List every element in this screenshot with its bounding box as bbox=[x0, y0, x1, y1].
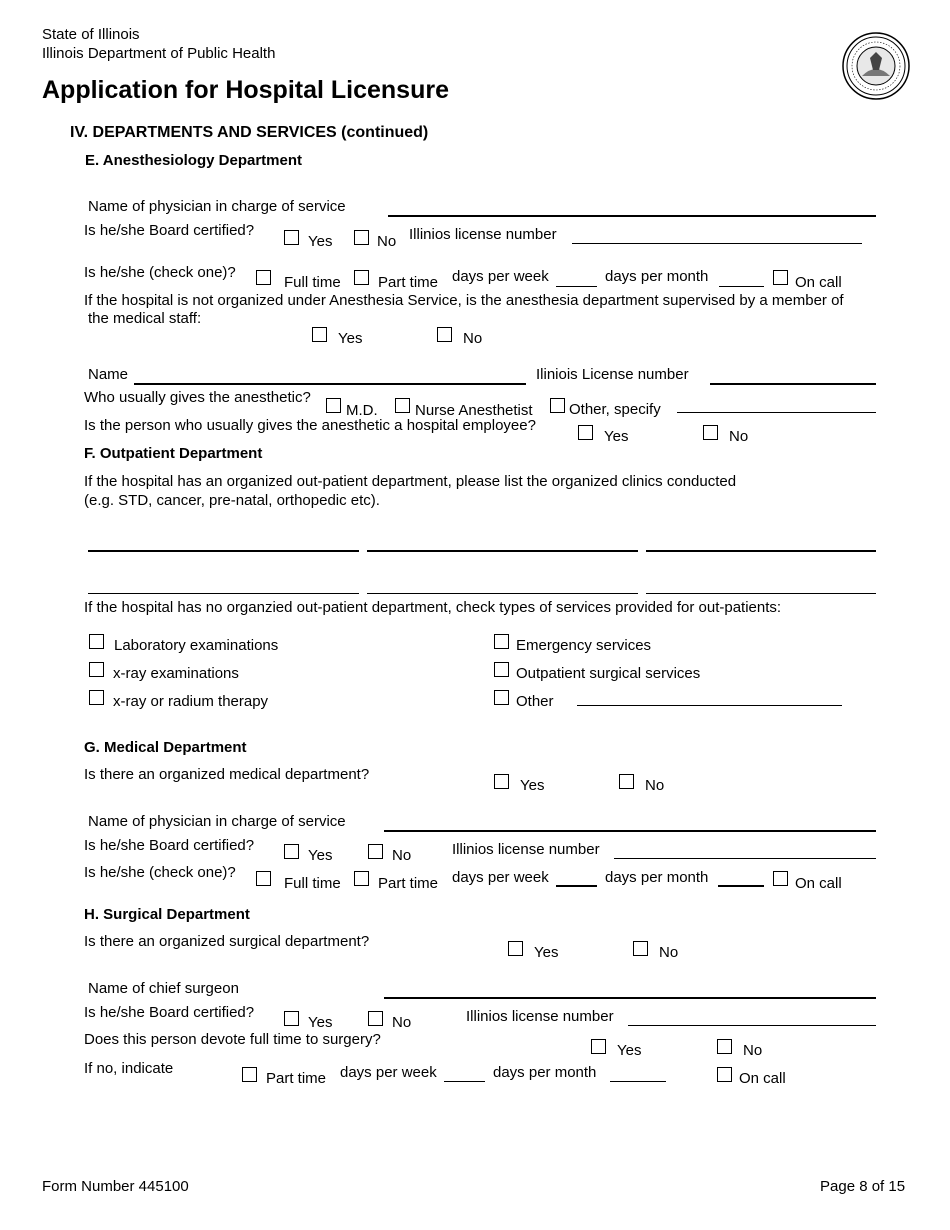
medical-board-no-checkbox[interactable] bbox=[368, 844, 383, 859]
supervised-no-checkbox[interactable] bbox=[437, 327, 452, 342]
form-number: Form Number 445100 bbox=[42, 1178, 189, 1195]
service-label-other: Other bbox=[516, 693, 554, 710]
medical-days-month-field[interactable] bbox=[718, 885, 764, 887]
medical-days-week-label: days per week bbox=[452, 869, 549, 886]
surgical-board-no-checkbox[interactable] bbox=[368, 1011, 383, 1026]
service-label-lab: Laboratory examinations bbox=[114, 637, 279, 654]
surgical-board-yes-checkbox[interactable] bbox=[284, 1011, 299, 1026]
full-time-label: Full time bbox=[284, 274, 341, 291]
medical-no-label: No bbox=[645, 777, 665, 794]
medical-part-time-checkbox[interactable] bbox=[354, 871, 369, 886]
other-specify-label: Other, specify bbox=[569, 401, 661, 418]
board-no-checkbox[interactable] bbox=[354, 230, 369, 245]
medical-license-field[interactable] bbox=[614, 858, 876, 859]
outpatient-instructions: If the hospital has an organized out-patient department, please list the organized clinics conducted bbox=[84, 473, 737, 490]
department-name: Illinois Department of Public Health bbox=[42, 45, 276, 62]
board-yes-checkbox[interactable] bbox=[284, 230, 299, 245]
medical-physician-field[interactable] bbox=[384, 830, 876, 832]
check-one-label: Is he/she (check one)? bbox=[84, 264, 236, 281]
part-time-label: Part time bbox=[378, 274, 439, 291]
service-label-xray: x-ray examinations bbox=[113, 665, 239, 682]
medical-days-week-field[interactable] bbox=[556, 885, 597, 887]
surgical-license-label: Illinios license number bbox=[466, 1008, 614, 1025]
board-no-label: No bbox=[377, 233, 397, 250]
devote-no-label: No bbox=[743, 1042, 763, 1059]
state-seal-icon bbox=[842, 32, 910, 100]
board-yes-label: Yes bbox=[308, 233, 333, 250]
surgical-yes-label: Yes bbox=[534, 944, 559, 961]
devote-full-time-question: Does this person devote full time to surgery? bbox=[84, 1031, 381, 1048]
clinic-field[interactable] bbox=[646, 550, 876, 552]
outpatient-heading: F. Outpatient Department bbox=[84, 445, 263, 462]
license-field[interactable] bbox=[572, 243, 862, 244]
chief-surgeon-field[interactable] bbox=[384, 997, 876, 999]
surgical-board-no-label: No bbox=[392, 1014, 412, 1031]
employee-yes-checkbox[interactable] bbox=[578, 425, 593, 440]
board-certified-label: Is he/she Board certified? bbox=[84, 222, 255, 239]
physician-label: Name of physician in charge of service bbox=[88, 198, 346, 215]
part-time-checkbox[interactable] bbox=[354, 270, 369, 285]
medical-board-label: Is he/she Board certified? bbox=[84, 837, 255, 854]
license-field-2[interactable] bbox=[710, 383, 876, 385]
employee-question: Is the person who usually gives the anesthetic a hospital employee? bbox=[84, 417, 536, 434]
medical-no-checkbox[interactable] bbox=[619, 774, 634, 789]
medical-full-time-label: Full time bbox=[284, 875, 341, 892]
service-checkbox-other[interactable] bbox=[494, 690, 509, 705]
outpatient-examples: (e.g. STD, cancer, pre-natal, orthopedic etc). bbox=[84, 492, 380, 509]
service-label-surgical: Outpatient surgical services bbox=[516, 665, 701, 682]
surgical-days-week-field[interactable] bbox=[444, 1081, 485, 1082]
supervised-yes-checkbox[interactable] bbox=[312, 327, 327, 342]
service-other-field[interactable] bbox=[577, 705, 842, 706]
clinic-field[interactable] bbox=[367, 593, 638, 594]
devote-no-checkbox[interactable] bbox=[717, 1039, 732, 1054]
medical-board-yes-checkbox[interactable] bbox=[284, 844, 299, 859]
surgical-on-call-checkbox[interactable] bbox=[717, 1067, 732, 1082]
medical-board-yes-label: Yes bbox=[308, 847, 333, 864]
days-per-month-label: days per month bbox=[605, 268, 709, 285]
supervised-question: If the hospital is not organized under Anesthesia Service, is the anesthesia department supervised by a member of bbox=[84, 292, 844, 309]
medical-days-month-label: days per month bbox=[605, 869, 709, 886]
service-label-emergency: Emergency services bbox=[516, 637, 652, 654]
surgical-license-field[interactable] bbox=[628, 1025, 876, 1026]
employee-yes-label: Yes bbox=[604, 428, 629, 445]
clinic-field[interactable] bbox=[88, 593, 359, 594]
nurse-checkbox[interactable] bbox=[395, 398, 410, 413]
name-label: Name bbox=[88, 366, 129, 383]
chief-surgeon-label: Name of chief surgeon bbox=[88, 980, 239, 997]
nurse-label: Nurse Anesthetist bbox=[415, 402, 533, 419]
surgical-no-checkbox[interactable] bbox=[633, 941, 648, 956]
clinic-field[interactable] bbox=[367, 550, 638, 552]
surgical-part-time-checkbox[interactable] bbox=[242, 1067, 257, 1082]
medical-board-no-label: No bbox=[392, 847, 412, 864]
other-specify-field[interactable] bbox=[677, 412, 876, 413]
md-label: M.D. bbox=[346, 402, 378, 419]
surgical-days-month-field[interactable] bbox=[610, 1081, 666, 1082]
surgical-on-call-label: On call bbox=[739, 1070, 786, 1087]
medical-yes-label: Yes bbox=[520, 777, 545, 794]
section-heading: IV. DEPARTMENTS AND SERVICES (continued) bbox=[70, 124, 429, 141]
license-label: Illinios license number bbox=[409, 226, 557, 243]
surgical-organized-question: Is there an organized surgical department? bbox=[84, 933, 370, 950]
medical-check-one-label: Is he/she (check one)? bbox=[84, 864, 236, 881]
who-gives-label: Who usually gives the anesthetic? bbox=[84, 389, 311, 406]
supervised-no-label: No bbox=[463, 330, 483, 347]
devote-yes-checkbox[interactable] bbox=[591, 1039, 606, 1054]
surgical-yes-checkbox[interactable] bbox=[508, 941, 523, 956]
license-label-2: Iliniois License number bbox=[536, 366, 689, 383]
surgical-board-yes-label: Yes bbox=[308, 1014, 333, 1031]
anesthesiology-heading: E. Anesthesiology Department bbox=[85, 152, 302, 169]
medical-yes-checkbox[interactable] bbox=[494, 774, 509, 789]
medical-license-label: Illinios license number bbox=[452, 841, 600, 858]
medical-organized-question: Is there an organized medical department? bbox=[84, 766, 370, 783]
service-checkbox-lab[interactable] bbox=[89, 634, 104, 649]
physician-field[interactable] bbox=[388, 215, 876, 217]
days-per-week-label: days per week bbox=[452, 268, 549, 285]
medical-part-time-label: Part time bbox=[378, 875, 439, 892]
name-field[interactable] bbox=[134, 383, 526, 385]
page-number: Page 8 of 15 bbox=[820, 1178, 906, 1195]
service-label-radium: x-ray or radium therapy bbox=[113, 693, 269, 710]
days-per-month-field[interactable] bbox=[719, 286, 764, 287]
medical-heading: G. Medical Department bbox=[84, 739, 247, 756]
surgical-part-time-label: Part time bbox=[266, 1070, 327, 1087]
full-time-checkbox[interactable] bbox=[256, 270, 271, 285]
surgical-days-month-label: days per month bbox=[493, 1064, 597, 1081]
surgical-no-label: No bbox=[659, 944, 679, 961]
if-no-label: If no, indicate bbox=[84, 1060, 174, 1077]
service-checkbox-xray[interactable] bbox=[89, 662, 104, 677]
supervised-question-cont: the medical staff: bbox=[88, 310, 202, 327]
md-checkbox[interactable] bbox=[326, 398, 341, 413]
days-per-week-field[interactable] bbox=[556, 286, 597, 287]
on-call-checkbox[interactable] bbox=[773, 270, 788, 285]
medical-physician-label: Name of physician in charge of service bbox=[88, 813, 346, 830]
employee-no-checkbox[interactable] bbox=[703, 425, 718, 440]
surgical-days-week-label: days per week bbox=[340, 1064, 437, 1081]
medical-on-call-checkbox[interactable] bbox=[773, 871, 788, 886]
page-title: Application for Hospital Licensure bbox=[42, 76, 449, 104]
surgical-board-label: Is he/she Board certified? bbox=[84, 1004, 255, 1021]
service-checkbox-surgical[interactable] bbox=[494, 662, 509, 677]
service-checkbox-radium[interactable] bbox=[89, 690, 104, 705]
medical-full-time-checkbox[interactable] bbox=[256, 871, 271, 886]
on-call-label: On call bbox=[795, 274, 842, 291]
service-checkbox-emergency[interactable] bbox=[494, 634, 509, 649]
surgical-heading: H. Surgical Department bbox=[84, 906, 250, 923]
state-name: State of Illinois bbox=[42, 26, 140, 43]
clinic-field[interactable] bbox=[88, 550, 359, 552]
other-checkbox[interactable] bbox=[550, 398, 565, 413]
clinic-field[interactable] bbox=[646, 593, 876, 594]
devote-yes-label: Yes bbox=[617, 1042, 642, 1059]
medical-on-call-label: On call bbox=[795, 875, 842, 892]
no-outpatient-label: If the hospital has no organzied out-patient department, check types of services provided for out-patients: bbox=[84, 599, 782, 616]
supervised-yes-label: Yes bbox=[338, 330, 363, 347]
employee-no-label: No bbox=[729, 428, 749, 445]
